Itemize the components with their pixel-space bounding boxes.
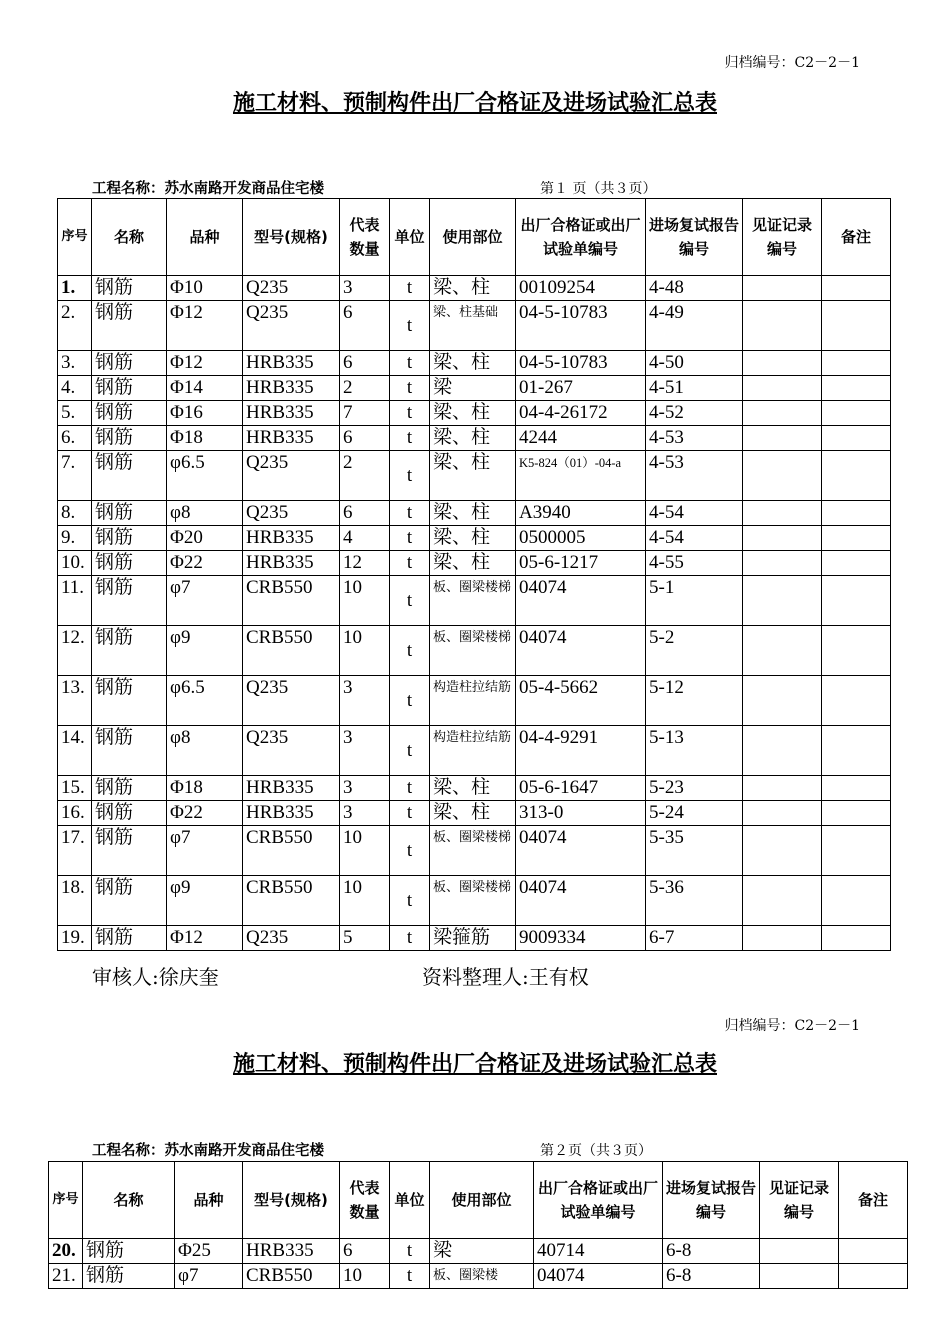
cell-unit: t <box>390 801 430 826</box>
cell-remark <box>822 451 891 501</box>
cell-qty: 10 <box>340 826 390 876</box>
cell-qty: 2 <box>340 451 390 501</box>
table-row <box>58 876 891 926</box>
table-row <box>58 301 891 351</box>
archive-number: 归档编号：C2－2－1 <box>724 55 860 71</box>
header-variety: 品种 <box>175 1162 243 1239</box>
cell-no: 13. <box>58 676 92 726</box>
cell-location: 板、圈梁楼梯 <box>430 576 516 626</box>
cell-qty: 7 <box>340 401 390 426</box>
cell-model: HRB335 <box>243 551 340 576</box>
cell-no: 8. <box>58 501 92 526</box>
cell-witness <box>760 1239 839 1264</box>
cell-qty: 10 <box>340 576 390 626</box>
cell-qty: 6 <box>340 501 390 526</box>
header-model: 型号(规格) <box>243 199 340 276</box>
cell-report: 4-48 <box>646 276 743 301</box>
cell-name: 钢筋 <box>92 551 167 576</box>
cell-remark <box>822 926 891 951</box>
cell-model: Q235 <box>243 301 340 351</box>
cell-cert: 00109254 <box>516 276 646 301</box>
table-header-row <box>49 1162 908 1239</box>
cell-report: 4-53 <box>646 426 743 451</box>
cell-report: 5-36 <box>646 876 743 926</box>
table-row <box>58 526 891 551</box>
cell-no: 12. <box>58 626 92 676</box>
cell-remark <box>822 876 891 926</box>
header-variety: 品种 <box>167 199 243 276</box>
table-row <box>58 801 891 826</box>
cell-witness <box>760 1264 839 1289</box>
cell-variety: Φ10 <box>167 276 243 301</box>
cell-variety: Φ25 <box>175 1239 243 1264</box>
cell-report: 5-24 <box>646 801 743 826</box>
cell-model: HRB335 <box>243 801 340 826</box>
cell-variety: φ6.5 <box>167 676 243 726</box>
page-title-2: 施工材料、预制构件出厂合格证及进场试验汇总表 <box>232 1052 717 1077</box>
cell-unit: t <box>390 726 430 776</box>
organizer: 资料整理人:王有权 <box>422 965 589 989</box>
cell-unit: t <box>390 426 430 451</box>
cell-unit: t <box>390 351 430 376</box>
header-location: 使用部位 <box>430 1162 534 1239</box>
cell-variety: Φ20 <box>167 526 243 551</box>
cell-remark <box>822 776 891 801</box>
cell-name: 钢筋 <box>92 676 167 726</box>
cell-unit: t <box>390 376 430 401</box>
cell-unit: t <box>390 1264 430 1289</box>
header-cert: 出厂合格证或出厂试验单编号 <box>516 199 646 276</box>
cell-remark <box>822 301 891 351</box>
cell-name: 钢筋 <box>92 276 167 301</box>
cell-variety: Φ12 <box>167 926 243 951</box>
cell-witness <box>743 301 822 351</box>
cell-remark <box>822 426 891 451</box>
cell-location: 板、圈梁楼 <box>430 1264 534 1289</box>
cell-qty: 3 <box>340 276 390 301</box>
header-cert: 出厂合格证或出厂试验单编号 <box>534 1162 663 1239</box>
cell-qty: 3 <box>340 726 390 776</box>
cell-location: 梁、柱 <box>430 351 516 376</box>
header-model: 型号(规格) <box>243 1162 340 1239</box>
cell-unit: t <box>390 576 430 626</box>
cell-model: HRB335 <box>243 1239 340 1264</box>
cell-no: 2. <box>58 301 92 351</box>
header-no: 序号 <box>49 1162 83 1239</box>
cell-variety: Φ12 <box>167 351 243 376</box>
cell-location: 梁、柱 <box>430 501 516 526</box>
cell-cert: 04074 <box>516 876 646 926</box>
cell-remark <box>822 726 891 776</box>
header-qty: 代表数量 <box>340 1162 390 1239</box>
cell-name: 钢筋 <box>92 401 167 426</box>
header-remark: 备注 <box>839 1162 908 1239</box>
cell-witness <box>743 401 822 426</box>
cell-remark <box>822 401 891 426</box>
cell-report: 4-54 <box>646 501 743 526</box>
cell-cert: 313-0 <box>516 801 646 826</box>
cell-remark <box>822 626 891 676</box>
cell-qty: 3 <box>340 801 390 826</box>
cell-variety: φ9 <box>167 876 243 926</box>
cell-unit: t <box>390 1239 430 1264</box>
cell-model: HRB335 <box>243 426 340 451</box>
cell-cert: K5-824（01）-04-a <box>516 451 646 501</box>
cell-model: Q235 <box>243 926 340 951</box>
cell-report: 4-51 <box>646 376 743 401</box>
cell-unit: t <box>390 276 430 301</box>
table-row <box>58 276 891 301</box>
cell-name: 钢筋 <box>92 776 167 801</box>
cell-no: 18. <box>58 876 92 926</box>
cell-unit: t <box>390 401 430 426</box>
cell-variety: φ8 <box>167 501 243 526</box>
cell-cert: 04074 <box>534 1264 663 1289</box>
cell-no: 21. <box>49 1264 83 1289</box>
page-title: 施工材料、预制构件出厂合格证及进场试验汇总表 <box>232 91 717 116</box>
page-info: 第１ 页（共３页） <box>540 181 657 197</box>
cell-model: HRB335 <box>243 401 340 426</box>
cell-cert: 4244 <box>516 426 646 451</box>
cell-witness <box>743 926 822 951</box>
cell-witness <box>743 351 822 376</box>
cell-name: 钢筋 <box>92 426 167 451</box>
cell-qty: 6 <box>340 426 390 451</box>
cell-location: 构造柱拉结筋 <box>430 726 516 776</box>
cell-qty: 6 <box>340 301 390 351</box>
cell-qty: 12 <box>340 551 390 576</box>
table-body-2 <box>49 1239 908 1289</box>
cell-no: 5. <box>58 401 92 426</box>
cell-no: 10. <box>58 551 92 576</box>
cell-name: 钢筋 <box>83 1264 175 1289</box>
cell-unit: t <box>390 451 430 501</box>
cell-cert: 0500005 <box>516 526 646 551</box>
table-row <box>49 1264 908 1289</box>
cell-unit: t <box>390 776 430 801</box>
cell-cert: 05-6-1217 <box>516 551 646 576</box>
cell-no: 7. <box>58 451 92 501</box>
cell-no: 3. <box>58 351 92 376</box>
header-qty: 代表数量 <box>340 199 390 276</box>
header-name: 名称 <box>83 1162 175 1239</box>
cell-remark <box>839 1239 908 1264</box>
table-row <box>58 926 891 951</box>
cell-variety: Φ18 <box>167 426 243 451</box>
cell-report: 5-1 <box>646 576 743 626</box>
cell-name: 钢筋 <box>92 526 167 551</box>
project-name: 工程名称：苏水南路开发商品住宅楼 <box>92 181 324 197</box>
header-witness: 见证记录编号 <box>760 1162 839 1239</box>
cell-variety: φ8 <box>167 726 243 776</box>
cell-qty: 10 <box>340 626 390 676</box>
cell-cert: 04-5-10783 <box>516 351 646 376</box>
cell-location: 梁、柱 <box>430 776 516 801</box>
cell-cert: 04074 <box>516 626 646 676</box>
cell-no: 6. <box>58 426 92 451</box>
cell-location: 板、圈梁楼梯 <box>430 876 516 926</box>
cell-location: 梁箍筋 <box>430 926 516 951</box>
cell-location: 梁、柱基础 <box>430 301 516 351</box>
cell-model: HRB335 <box>243 776 340 801</box>
cell-witness <box>743 826 822 876</box>
cell-unit: t <box>390 551 430 576</box>
cell-unit: t <box>390 301 430 351</box>
header-remark: 备注 <box>822 199 891 276</box>
cell-no: 14. <box>58 726 92 776</box>
cell-qty: 10 <box>340 876 390 926</box>
table-row <box>58 626 891 676</box>
table-row <box>58 376 891 401</box>
cell-model: CRB550 <box>243 826 340 876</box>
cell-name: 钢筋 <box>92 501 167 526</box>
cell-report: 4-54 <box>646 526 743 551</box>
cell-variety: φ7 <box>167 826 243 876</box>
cell-location: 梁、柱 <box>430 451 516 501</box>
cell-no: 9. <box>58 526 92 551</box>
table-row <box>58 676 891 726</box>
header-location: 使用部位 <box>430 199 516 276</box>
cell-name: 钢筋 <box>92 876 167 926</box>
cell-report: 6-8 <box>663 1239 760 1264</box>
cell-qty: 2 <box>340 376 390 401</box>
page-info-2: 第２页（共３页） <box>540 1143 652 1159</box>
cell-unit: t <box>390 626 430 676</box>
cell-unit: t <box>390 501 430 526</box>
cell-remark <box>822 276 891 301</box>
cell-location: 梁、柱 <box>430 801 516 826</box>
cell-remark <box>839 1264 908 1289</box>
cell-report: 6-7 <box>646 926 743 951</box>
cell-witness <box>743 526 822 551</box>
cell-cert: 9009334 <box>516 926 646 951</box>
cell-name: 钢筋 <box>92 576 167 626</box>
cell-witness <box>743 501 822 526</box>
cell-cert: 05-4-5662 <box>516 676 646 726</box>
cell-report: 5-13 <box>646 726 743 776</box>
cell-model: CRB550 <box>243 876 340 926</box>
cell-report: 4-52 <box>646 401 743 426</box>
cell-variety: Φ16 <box>167 401 243 426</box>
cell-model: Q235 <box>243 726 340 776</box>
cell-witness <box>743 376 822 401</box>
cell-name: 钢筋 <box>92 301 167 351</box>
cell-cert: 04-4-9291 <box>516 726 646 776</box>
cell-no: 17. <box>58 826 92 876</box>
cell-no: 15. <box>58 776 92 801</box>
table-row <box>58 726 891 776</box>
cell-model: CRB550 <box>243 1264 340 1289</box>
cell-location: 梁 <box>430 1239 534 1264</box>
cell-witness <box>743 876 822 926</box>
cell-name: 钢筋 <box>92 451 167 501</box>
cell-cert: A3940 <box>516 501 646 526</box>
table-row <box>58 451 891 501</box>
cell-model: HRB335 <box>243 351 340 376</box>
table-row <box>58 551 891 576</box>
cell-witness <box>743 776 822 801</box>
cell-model: CRB550 <box>243 576 340 626</box>
cell-model: Q235 <box>243 676 340 726</box>
header-unit: 单位 <box>390 199 430 276</box>
cell-report: 5-12 <box>646 676 743 726</box>
table-row <box>58 826 891 876</box>
cell-model: Q235 <box>243 276 340 301</box>
cell-location: 梁、柱 <box>430 401 516 426</box>
cell-witness <box>743 426 822 451</box>
cell-unit: t <box>390 526 430 551</box>
cell-cert: 04-4-26172 <box>516 401 646 426</box>
cell-witness <box>743 451 822 501</box>
cell-witness <box>743 626 822 676</box>
cell-unit: t <box>390 876 430 926</box>
cell-witness <box>743 551 822 576</box>
reviewer: 审核人:徐庆奎 <box>92 965 219 989</box>
cell-qty: 10 <box>340 1264 390 1289</box>
summary-table-1 <box>57 198 891 951</box>
cell-report: 4-49 <box>646 301 743 351</box>
cell-model: HRB335 <box>243 526 340 551</box>
cell-remark <box>822 526 891 551</box>
cell-report: 4-53 <box>646 451 743 501</box>
cell-witness <box>743 276 822 301</box>
cell-witness <box>743 576 822 626</box>
cell-witness <box>743 801 822 826</box>
header-witness: 见证记录编号 <box>743 199 822 276</box>
cell-variety: φ9 <box>167 626 243 676</box>
cell-report: 6-8 <box>663 1264 760 1289</box>
cell-name: 钢筋 <box>83 1239 175 1264</box>
cell-witness <box>743 726 822 776</box>
table-body-1 <box>58 276 891 951</box>
cell-no: 1. <box>58 276 92 301</box>
cell-variety: φ7 <box>167 576 243 626</box>
cell-report: 5-35 <box>646 826 743 876</box>
cell-location: 梁、柱 <box>430 426 516 451</box>
summary-table-2 <box>48 1161 908 1289</box>
table-row <box>58 776 891 801</box>
cell-variety: Φ22 <box>167 801 243 826</box>
header-report: 进场复试报告编号 <box>663 1162 760 1239</box>
cell-witness <box>743 676 822 726</box>
cell-remark <box>822 801 891 826</box>
cell-cert: 05-6-1647 <box>516 776 646 801</box>
cell-variety: φ6.5 <box>167 451 243 501</box>
cell-model: Q235 <box>243 501 340 526</box>
project-name-2: 工程名称：苏水南路开发商品住宅楼 <box>92 1143 324 1159</box>
cell-name: 钢筋 <box>92 351 167 376</box>
cell-cert: 01-267 <box>516 376 646 401</box>
cell-qty: 6 <box>340 1239 390 1264</box>
cell-variety: Φ14 <box>167 376 243 401</box>
cell-unit: t <box>390 826 430 876</box>
cell-qty: 3 <box>340 776 390 801</box>
cell-remark <box>822 376 891 401</box>
cell-no: 4. <box>58 376 92 401</box>
header-report: 进场复试报告编号 <box>646 199 743 276</box>
cell-report: 5-2 <box>646 626 743 676</box>
cell-location: 梁、柱 <box>430 276 516 301</box>
header-unit: 单位 <box>390 1162 430 1239</box>
cell-remark <box>822 501 891 526</box>
cell-name: 钢筋 <box>92 626 167 676</box>
cell-no: 20. <box>49 1239 83 1264</box>
cell-qty: 5 <box>340 926 390 951</box>
cell-cert: 04074 <box>516 576 646 626</box>
cell-no: 16. <box>58 801 92 826</box>
cell-name: 钢筋 <box>92 826 167 876</box>
cell-name: 钢筋 <box>92 376 167 401</box>
cell-variety: φ7 <box>175 1264 243 1289</box>
cell-qty: 6 <box>340 351 390 376</box>
cell-model: CRB550 <box>243 626 340 676</box>
cell-no: 19. <box>58 926 92 951</box>
cell-location: 梁、柱 <box>430 551 516 576</box>
cell-qty: 4 <box>340 526 390 551</box>
table-row <box>58 426 891 451</box>
cell-cert: 04-5-10783 <box>516 301 646 351</box>
cell-report: 4-55 <box>646 551 743 576</box>
archive-number-2: 归档编号：C2－2－1 <box>724 1018 860 1034</box>
cell-location: 梁、柱 <box>430 526 516 551</box>
cell-location: 构造柱拉结筋 <box>430 676 516 726</box>
cell-variety: Φ22 <box>167 551 243 576</box>
cell-variety: Φ12 <box>167 301 243 351</box>
cell-report: 4-50 <box>646 351 743 376</box>
cell-cert: 40714 <box>534 1239 663 1264</box>
table-row <box>58 401 891 426</box>
cell-name: 钢筋 <box>92 726 167 776</box>
cell-cert: 04074 <box>516 826 646 876</box>
cell-location: 梁 <box>430 376 516 401</box>
cell-name: 钢筋 <box>92 801 167 826</box>
cell-no: 11. <box>58 576 92 626</box>
cell-variety: Φ18 <box>167 776 243 801</box>
header-name: 名称 <box>92 199 167 276</box>
cell-remark <box>822 826 891 876</box>
cell-remark <box>822 676 891 726</box>
table-row <box>49 1239 908 1264</box>
cell-qty: 3 <box>340 676 390 726</box>
table-row <box>58 351 891 376</box>
cell-model: HRB335 <box>243 376 340 401</box>
cell-report: 5-23 <box>646 776 743 801</box>
header-no: 序号 <box>58 199 92 276</box>
cell-remark <box>822 551 891 576</box>
cell-model: Q235 <box>243 451 340 501</box>
table-header-row <box>58 199 891 276</box>
cell-remark <box>822 576 891 626</box>
cell-unit: t <box>390 676 430 726</box>
cell-location: 板、圈梁楼梯 <box>430 826 516 876</box>
cell-name: 钢筋 <box>92 926 167 951</box>
cell-unit: t <box>390 926 430 951</box>
cell-remark <box>822 351 891 376</box>
table-row <box>58 576 891 626</box>
cell-location: 板、圈梁楼梯 <box>430 626 516 676</box>
table-row <box>58 501 891 526</box>
